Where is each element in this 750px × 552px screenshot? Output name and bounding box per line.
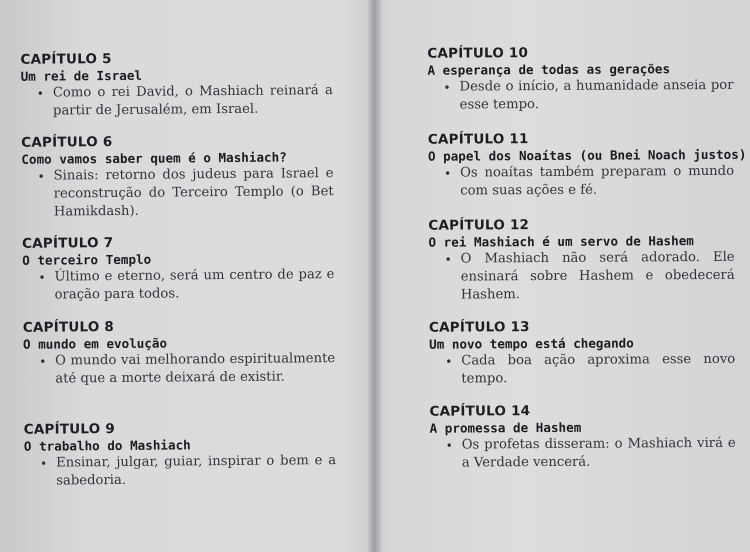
list-item-text: Os noaítas também preparam o mundo com suas ações e fé. xyxy=(460,163,735,199)
chapter-label: CAPÍTULO 8 xyxy=(22,319,115,336)
chapter-6 xyxy=(1,132,334,222)
chapter-label: CAPÍTULO 12 xyxy=(428,217,530,234)
bullet-icon: • xyxy=(37,169,45,184)
chapter-label: CAPÍTULO 7 xyxy=(22,235,114,252)
chapter-14 xyxy=(383,402,735,473)
list-item-text: Desde o início, a humanidade anseia por esse tempo. xyxy=(459,77,734,113)
bullet-icon: • xyxy=(445,438,453,453)
chapter-title: O rei Mashiach é um servo de Hashem xyxy=(428,233,694,250)
bullet-icon: • xyxy=(39,354,47,369)
list-item-text: O mundo vai melhorando espiritualmente até que a morte deixará de existir. xyxy=(55,351,336,387)
chapter-title: A promessa de Hashem xyxy=(429,419,582,436)
chapter-bullet-list xyxy=(24,452,336,491)
list-item xyxy=(443,351,735,389)
chapter-bullet-list xyxy=(23,350,335,389)
bullet-icon: • xyxy=(39,456,48,471)
right-page xyxy=(381,0,750,552)
list-item xyxy=(441,77,733,115)
list-item xyxy=(35,82,333,121)
chapter-title: A esperança de todas as gerações xyxy=(427,61,671,78)
chapter-7 xyxy=(2,233,335,305)
list-item xyxy=(36,266,334,305)
bullet-icon: • xyxy=(444,252,452,267)
list-item xyxy=(444,435,736,473)
chapter-bullet-list xyxy=(21,165,333,222)
list-item xyxy=(443,249,735,305)
chapter-5 xyxy=(0,49,333,121)
chapter-10 xyxy=(381,44,733,115)
chapter-bullet-list xyxy=(22,266,334,305)
chapter-9 xyxy=(4,419,337,491)
chapter-title: O trabalho do Mashiach xyxy=(23,437,191,454)
list-item-text: Como o rei David, o Mashiach reinará a partir de Jerusalém, em Israel. xyxy=(52,83,333,119)
list-item-text: Sinais: retorno dos judeus para Israel e reconstrução do Terceiro Templo (o Bet Hamikdash). xyxy=(53,166,334,220)
chapter-title: Como vamos saber quem é o Mashiach? xyxy=(21,149,287,167)
bullet-icon: • xyxy=(444,166,452,181)
bullet-icon: • xyxy=(445,354,453,369)
list-item xyxy=(442,163,734,201)
chapter-title: Um novo tempo está chegando xyxy=(429,335,634,352)
list-item-text: O Mashiach não será adorado. Ele ensinará sobre Hashem e obedecerá Hashem. xyxy=(460,249,735,303)
chapter-bullet-list xyxy=(427,77,733,115)
chapter-bullet-list xyxy=(429,351,735,389)
chapter-8 xyxy=(3,317,336,389)
list-item-text: Cada boa ação aproxima esse novo tempo. xyxy=(461,351,736,387)
chapter-title: O mundo em evolução xyxy=(22,335,168,352)
chapter-11 xyxy=(382,130,747,201)
list-item-text: Ensinar, julgar, guiar, inspirar o bem e a sabedoria. xyxy=(55,453,337,489)
list-item-text: Último e eterno, será um centro de paz e oração para todos. xyxy=(54,267,335,303)
chapter-label: CAPÍTULO 13 xyxy=(428,319,530,336)
chapter-bullet-list xyxy=(21,82,333,121)
chapter-label: CAPÍTULO 11 xyxy=(427,131,529,148)
chapter-label: CAPÍTULO 10 xyxy=(427,45,529,62)
chapter-12 xyxy=(382,216,735,305)
chapter-13 xyxy=(383,318,735,389)
chapter-title: Um rei de Israel xyxy=(20,67,143,84)
list-item xyxy=(38,452,336,491)
list-item-text: Os profetas disseram: o Mashiach virá e a Verdade vencerá. xyxy=(461,435,736,471)
chapter-bullet-list xyxy=(429,249,735,305)
chapter-bullet-list xyxy=(430,435,736,473)
chapter-label: CAPÍTULO 6 xyxy=(21,134,113,151)
chapter-title: O papel dos Noaítas (ou Bnei Noach justos) xyxy=(427,146,747,164)
list-item xyxy=(37,350,335,389)
chapter-bullet-list xyxy=(428,163,734,201)
chapter-label: CAPÍTULO 9 xyxy=(23,421,115,438)
chapter-label: CAPÍTULO 5 xyxy=(20,51,112,68)
bullet-icon: • xyxy=(38,270,46,285)
chapter-label: CAPÍTULO 14 xyxy=(429,403,531,420)
chapter-title: O terceiro Templo xyxy=(22,251,152,268)
bullet-icon: • xyxy=(443,80,451,95)
list-item xyxy=(35,165,333,222)
bullet-icon: • xyxy=(36,86,44,101)
